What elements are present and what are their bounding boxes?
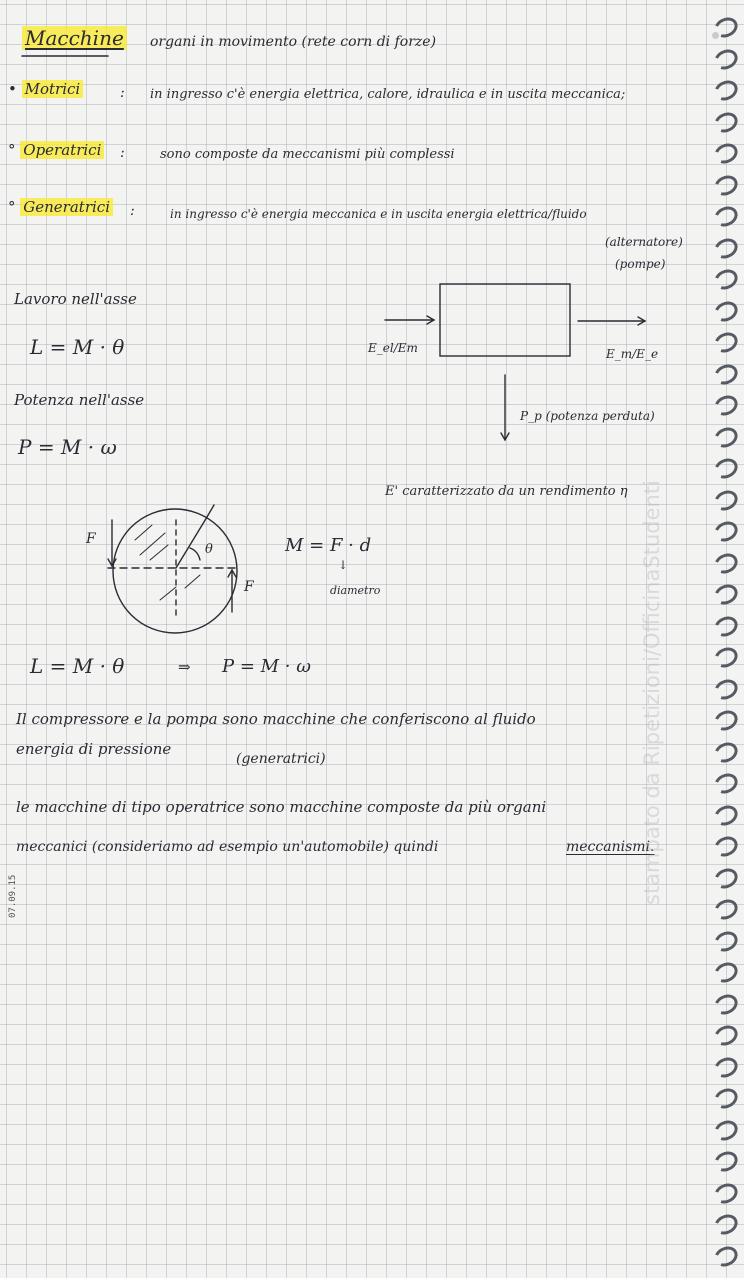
bullet-motrici: • Motrici [8,82,83,97]
ring [711,392,741,419]
work-formula: L = M · θ [30,335,125,359]
title-definition: organi in movimento (rete corn di forze) [150,34,437,50]
ring [711,707,741,734]
ring [711,45,741,72]
radius-extension [207,505,214,517]
diagram-output-label: E_m/E_e [606,347,659,361]
note-line-4a: meccanici (consideriamo ad esempio un'automobile) quindi [16,839,439,855]
ring [711,329,741,356]
diagram-loss-label: P_p (potenza perduta) [520,409,655,423]
power-title: Potenza nell'asse [14,391,145,409]
angle-label: θ [205,542,213,557]
ring [711,518,741,545]
force-label-right: F [244,579,254,595]
ring [711,675,741,702]
d-arrow: ↓ [338,558,349,572]
example-pompe: (pompe) [615,257,666,271]
ring [711,266,741,293]
ring [711,360,741,387]
ring [711,140,741,167]
ring [711,833,741,860]
ring [711,234,741,261]
moment-formula: M = F · d [285,535,372,556]
ring [711,990,741,1017]
ring [711,108,741,135]
note-line-2a: energia di pressione [16,740,172,758]
operatrici-definition: sono composte da meccanismi più complessi [160,147,455,162]
label-operatrici: Operatrici [20,141,104,159]
note-line-4b: meccanismi. [566,839,655,855]
generatrici-definition: in ingresso c'è energia meccanica e in uscita energia elettrica/fluido [170,207,587,221]
ring [711,423,741,450]
ring [711,1053,741,1080]
ring [711,896,741,923]
ring [711,770,741,797]
ring [711,297,741,324]
ring [711,612,741,639]
ring [711,644,741,671]
colon-3: : [130,203,135,219]
title-macchine: Macchine [22,26,127,50]
ring [711,1179,741,1206]
force-label-left: F [86,531,96,547]
watermark: stampato da Ripetizioni/OfficinaStudenti [640,480,664,905]
label-generatrici: Generatrici [20,198,113,216]
ring [711,1085,741,1112]
ring [711,1242,741,1269]
bullet-generatrici: ° Generatrici [8,200,113,215]
ring [711,77,741,104]
ring [711,486,741,513]
ring [711,549,741,576]
ring [711,1022,741,1049]
diagram-input-label: E_el/Em [368,341,418,355]
rotated-radius [176,517,207,568]
ring [711,455,741,482]
shaft-circle [113,509,237,633]
yield-note: E' caratterizzato da un rendimento η [385,484,628,499]
implies-arrow: ⇒ [178,658,191,676]
power-formula: P = M · ω [18,435,117,459]
ring [711,171,741,198]
colon-2: : [120,145,125,161]
label-motrici: Motrici [22,80,84,98]
ring [711,1211,741,1238]
example-alternatore: (alternatore) [605,235,683,249]
bullet-operatrici: ° Operatrici [8,143,104,158]
ring [711,801,741,828]
note-line-3: le macchine di tipo operatrice sono macchine composte da più organi [16,798,547,816]
ring [711,738,741,765]
work-formula-2: L = M · θ [30,654,125,678]
ring [711,581,741,608]
work-title: Lavoro nell'asse [14,290,137,308]
machine-box [440,284,570,356]
d-note: diametro [330,584,381,597]
ring [711,1116,741,1143]
ring [711,14,741,41]
margin-note: 07.09.15 [8,874,18,918]
hatching [135,525,200,600]
power-formula-2: P = M · ω [222,656,311,677]
angle-arc [190,548,200,560]
motrici-definition: in ingresso c'è energia elettrica, calore, idraulica e in uscita meccanica; [150,87,626,102]
note-line-1: Il compressore e la pompa sono macchine che conferiscono al fluido [16,710,536,728]
ring [711,927,741,954]
colon-1: : [120,85,125,101]
spiral-binding [714,18,740,1278]
ring [711,864,741,891]
ring [711,959,741,986]
ring [711,203,741,230]
note-line-2b: (generatrici) [236,751,326,767]
ring [711,1148,741,1175]
